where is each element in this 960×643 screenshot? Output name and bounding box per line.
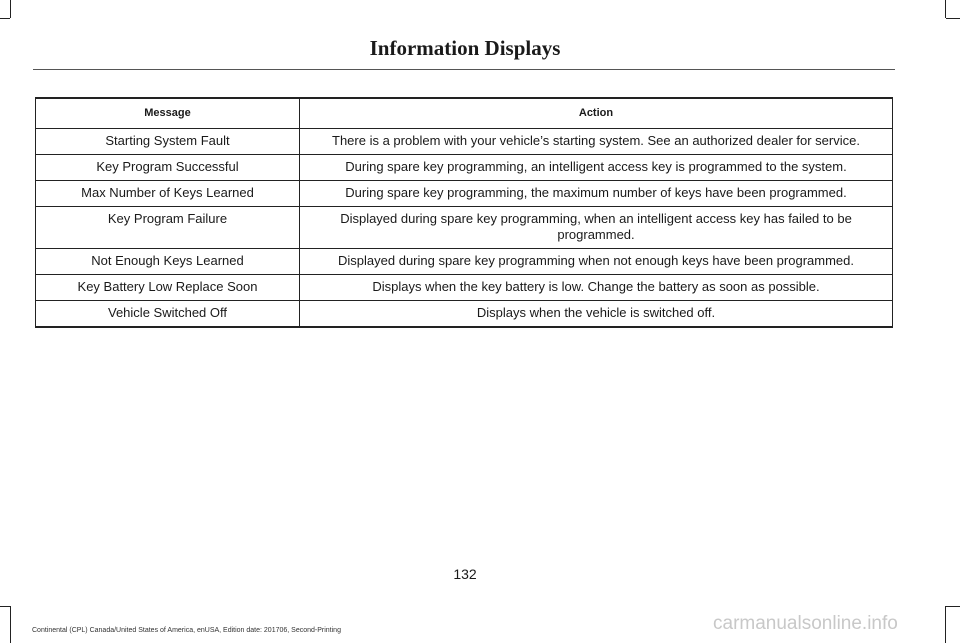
column-header-message: Message [36,98,300,129]
action-cell: Displays when the key battery is low. Change the battery as soon as possible. [300,275,893,301]
action-cell: During spare key programming, the maximum number of keys have been programmed. [300,181,893,207]
message-cell: Key Program Successful [36,155,300,181]
message-cell: Vehicle Switched Off [36,301,300,328]
table-row [36,155,893,181]
action-cell: There is a problem with your vehicle’s starting system. See an authorized dealer for service. [300,129,893,155]
message-cell: Key Battery Low Replace Soon [36,275,300,301]
table-row [36,249,893,275]
watermark: carmanualsonline.info [713,613,898,634]
action-cell: Displayed during spare key programming when not enough keys have been programmed. [300,249,893,275]
table-row [36,275,893,301]
crop-mark-top-right-v [945,0,946,18]
message-cell: Max Number of Keys Learned [36,181,300,207]
crop-mark-top-left-v [10,0,11,18]
crop-mark-top-right-h [946,18,960,19]
header-divider [33,69,895,70]
column-header-action: Action [300,98,893,129]
crop-mark-bottom-right-v [945,606,946,643]
table-row [36,181,893,207]
crop-mark-top-left-h [0,18,10,19]
message-cell: Not Enough Keys Learned [36,249,300,275]
edition-footer: Continental (CPL) Canada/United States of America, enUSA, Edition date: 201706, Second-Printing [32,627,341,634]
action-cell: Displayed during spare key programming, when an intelligent access key has failed to be programmed. [300,207,893,249]
action-cell: During spare key programming, an intelligent access key is programmed to the system. [300,155,893,181]
crop-mark-bottom-right-h [946,606,960,607]
message-cell: Starting System Fault [36,129,300,155]
messages-table [35,97,893,328]
table-row [36,301,893,328]
page-title: Information Displays [369,36,561,60]
crop-mark-bottom-left-h [0,606,10,607]
table-row [36,207,893,249]
page-number: 132 [453,566,477,582]
table-header-row [36,98,893,129]
table-row [36,129,893,155]
crop-mark-bottom-left-v [10,606,11,643]
action-cell: Displays when the vehicle is switched off. [300,301,893,328]
message-cell: Key Program Failure [36,207,300,249]
